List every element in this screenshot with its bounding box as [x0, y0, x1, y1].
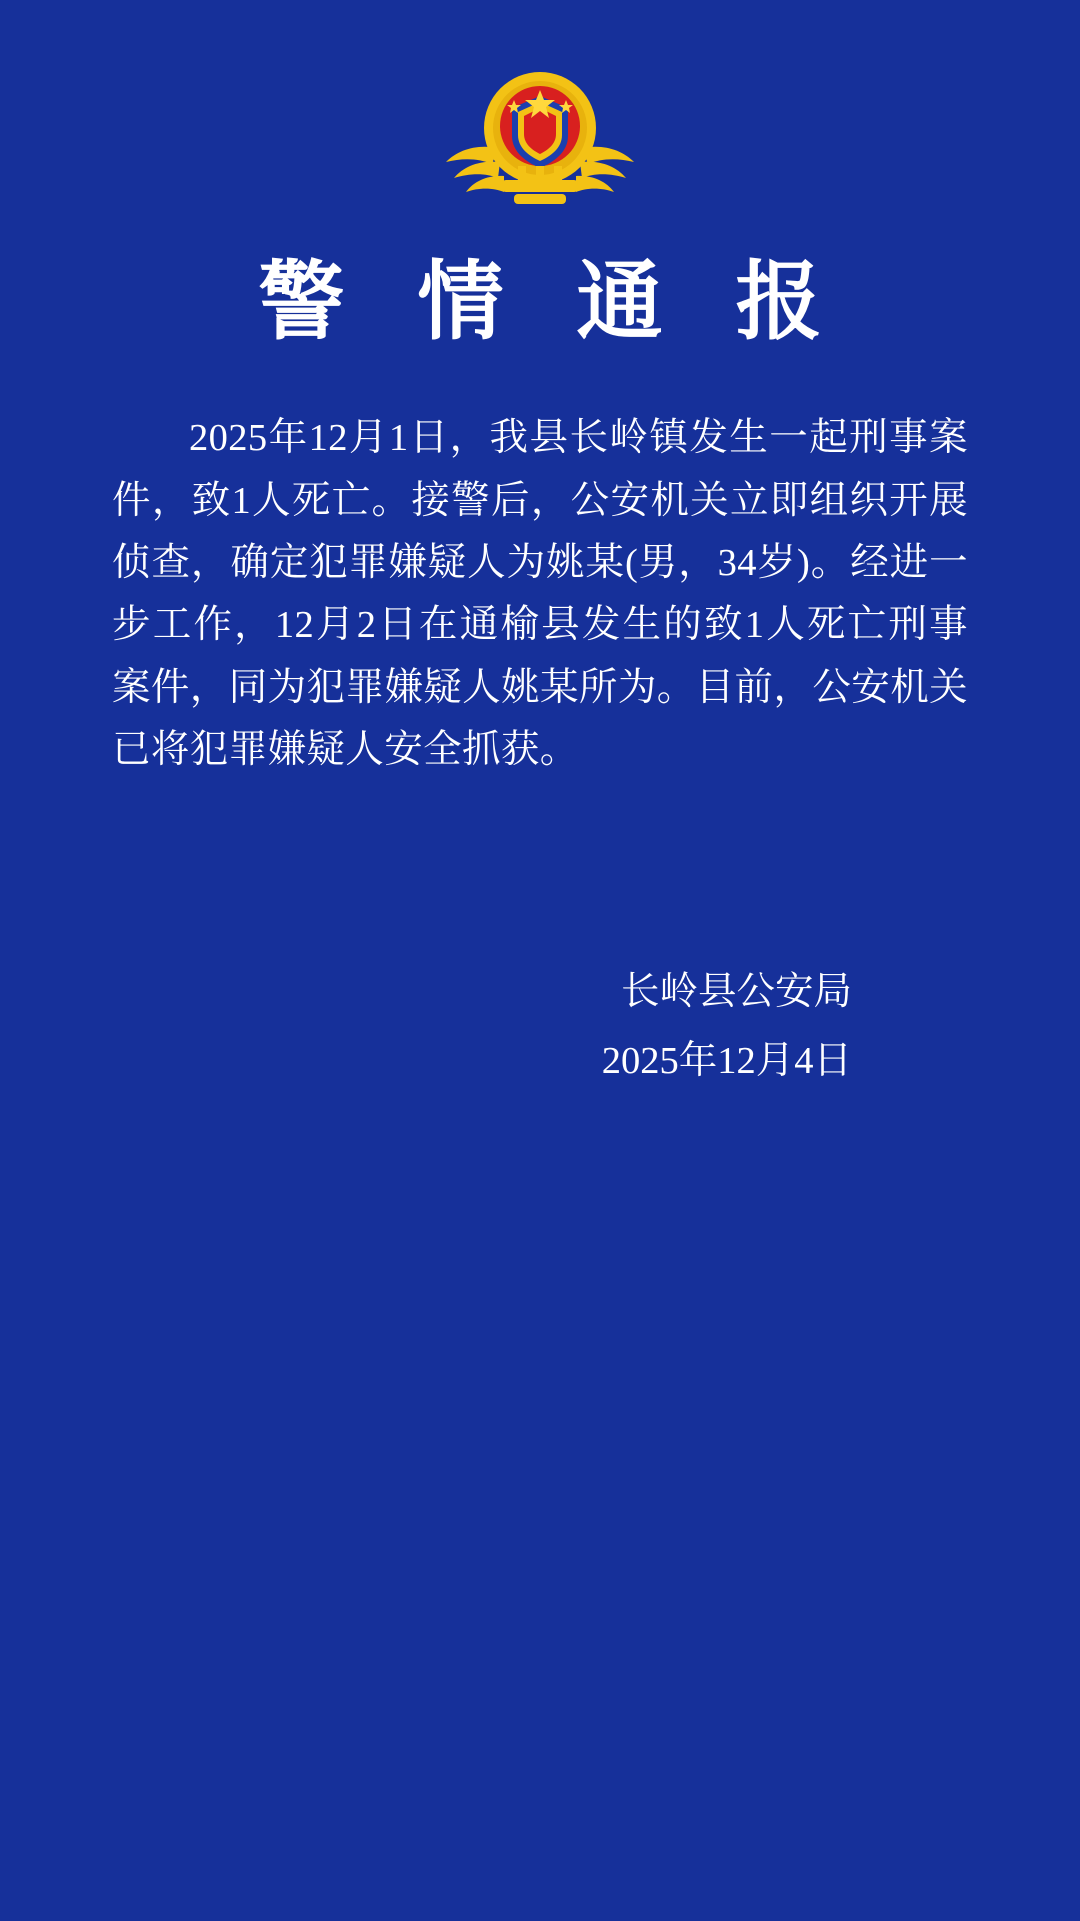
signature-block	[0, 961, 852, 1092]
issuing-organization: 长岭县公安局	[620, 971, 852, 1014]
page-title: 警 情 通 报	[258, 254, 848, 350]
police-badge-emblem-icon	[440, 62, 640, 227]
emblem-container	[0, 0, 1080, 227]
notice-body-text: 2025年12月1日，我县长岭镇发生一起刑事案件，致1人死亡。接警后，公安机关立即组织开展侦查，确定犯罪嫌疑人为姚某(男，34岁)。经进一步工作，12月2日在通榆县发生的致1人死亡刑事案件，同为犯罪嫌疑人姚某所为。目前，公安机关已将犯罪嫌疑人安全抓获。	[112, 417, 968, 771]
issue-date: 2025年12月4日	[601, 1039, 852, 1082]
